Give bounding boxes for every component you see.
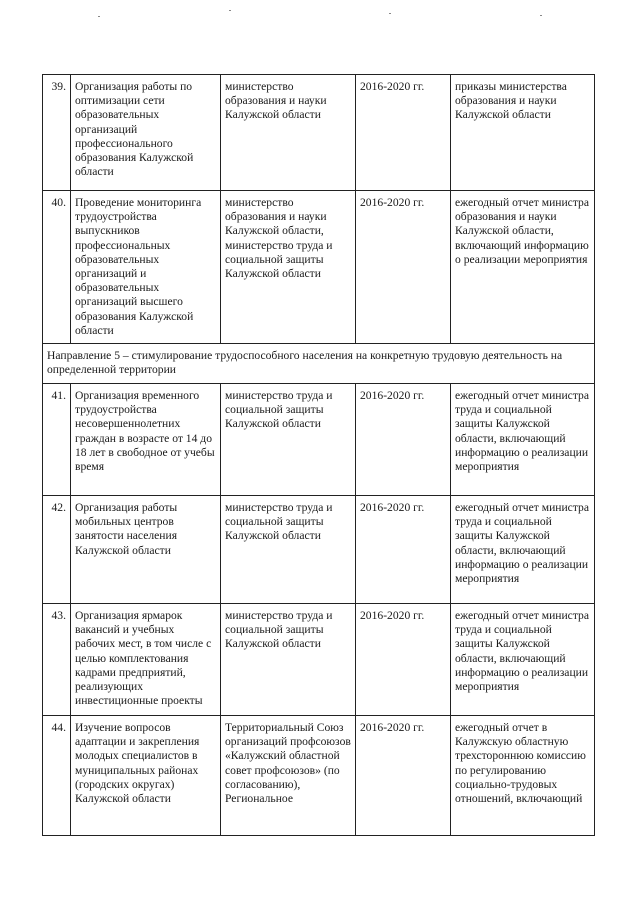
executor-cell	[221, 384, 356, 496]
table-row	[43, 384, 595, 496]
period-text: 2016-2020 гг.	[360, 721, 425, 734]
result-cell	[451, 191, 595, 344]
executor-cell	[221, 716, 356, 836]
event-cell	[71, 75, 221, 191]
executor-text: министерство образования и науки Калужской области	[225, 80, 327, 122]
scan-speck	[540, 15, 542, 16]
result-cell	[451, 716, 595, 836]
period-text: 2016-2020 гг.	[360, 80, 425, 93]
section-heading: Направление 5 – стимулирование трудоспособного населения на конкретную трудовую деятельность на определенной территории	[43, 344, 595, 384]
period-cell	[356, 384, 451, 496]
row-number: 41.	[43, 384, 71, 496]
result-text: приказы министерства образования и науки Калужской области	[455, 80, 567, 122]
event-text: Организация временного трудоустройства несовершеннолетних граждан в возрасте от 14 до 18 лет в свободное от учебы время	[75, 389, 215, 474]
period-cell	[356, 604, 451, 716]
result-text: ежегодный отчет министра труда и социальной защиты Калужской области, включающий информацию о реализации мероприятия	[455, 609, 589, 694]
result-text: ежегодный отчет министра труда и социальной защиты Калужской области, включающий информацию о реализации мероприятия	[455, 501, 589, 586]
event-text: Организация ярмарок вакансий и учебных рабочих мест, в том числе с целью комплектования кадрами предприятий, реализующих инвестиционные проекты	[75, 609, 212, 708]
executor-text: министерство труда и социальной защиты Калужской области	[225, 501, 333, 543]
result-cell	[451, 75, 595, 191]
executor-cell	[221, 604, 356, 716]
event-text: Изучение вопросов адаптации и закрепления молодых специалистов в муниципальных районах (городских округах) Калужской области	[75, 721, 200, 806]
period-text: 2016-2020 гг.	[360, 609, 425, 622]
row-number: 42.	[43, 496, 71, 604]
scan-speck	[229, 10, 231, 11]
table-row	[43, 75, 595, 191]
table-row	[43, 496, 595, 604]
event-cell	[71, 384, 221, 496]
section-row	[43, 344, 595, 384]
activity-plan-table	[42, 74, 595, 836]
event-cell	[71, 191, 221, 344]
executor-cell	[221, 191, 356, 344]
event-cell	[71, 496, 221, 604]
period-cell	[356, 716, 451, 836]
period-text: 2016-2020 гг.	[360, 389, 425, 402]
executor-text: министерство труда и социальной защиты Калужской области	[225, 609, 333, 651]
period-cell	[356, 496, 451, 604]
row-number: 39.	[43, 75, 71, 191]
event-cell	[71, 716, 221, 836]
period-text: 2016-2020 гг.	[360, 501, 425, 514]
event-text: Организация работы по оптимизации сети образовательных организаций профессионального образования Калужской области	[75, 80, 194, 179]
result-cell	[451, 604, 595, 716]
row-number: 44.	[43, 716, 71, 836]
executor-text: Территориальный Союз организаций профсоюзов «Калужский областной совет профсоюзов» (по согласованию), Региональное	[225, 721, 351, 806]
scan-speck	[98, 16, 100, 17]
executor-cell	[221, 496, 356, 604]
result-text: ежегодный отчет министра труда и социальной защиты Калужской области, включающий информацию о реализации мероприятия	[455, 389, 589, 474]
executor-text: министерство образования и науки Калужской области, министерство труда и социальной защиты Калужской области	[225, 196, 333, 281]
event-text: Организация работы мобильных центров занятости населения Калужской области	[75, 501, 178, 557]
scan-speck	[389, 13, 391, 14]
period-cell	[356, 191, 451, 344]
table-row	[43, 191, 595, 344]
table-row	[43, 604, 595, 716]
result-cell	[451, 496, 595, 604]
event-text: Проведение мониторинга трудоустройства выпускников профессиональных образовательных организаций и образовательных организаций высшего образования Калужской области	[75, 196, 202, 337]
executor-cell	[221, 75, 356, 191]
result-text: ежегодный отчет в Калужскую областную трехстороннюю комиссию по регулированию социально-трудовых отношений, включающий	[455, 721, 586, 806]
row-number: 43.	[43, 604, 71, 716]
table-row	[43, 716, 595, 836]
result-text: ежегодный отчет министра образования и науки Калужской области, включающий информацию о реализации мероприятия	[455, 196, 589, 266]
executor-text: министерство труда и социальной защиты Калужской области	[225, 389, 333, 431]
document-page	[42, 74, 594, 836]
period-cell	[356, 75, 451, 191]
result-cell	[451, 384, 595, 496]
row-number: 40.	[43, 191, 71, 344]
event-cell	[71, 604, 221, 716]
period-text: 2016-2020 гг.	[360, 196, 425, 209]
